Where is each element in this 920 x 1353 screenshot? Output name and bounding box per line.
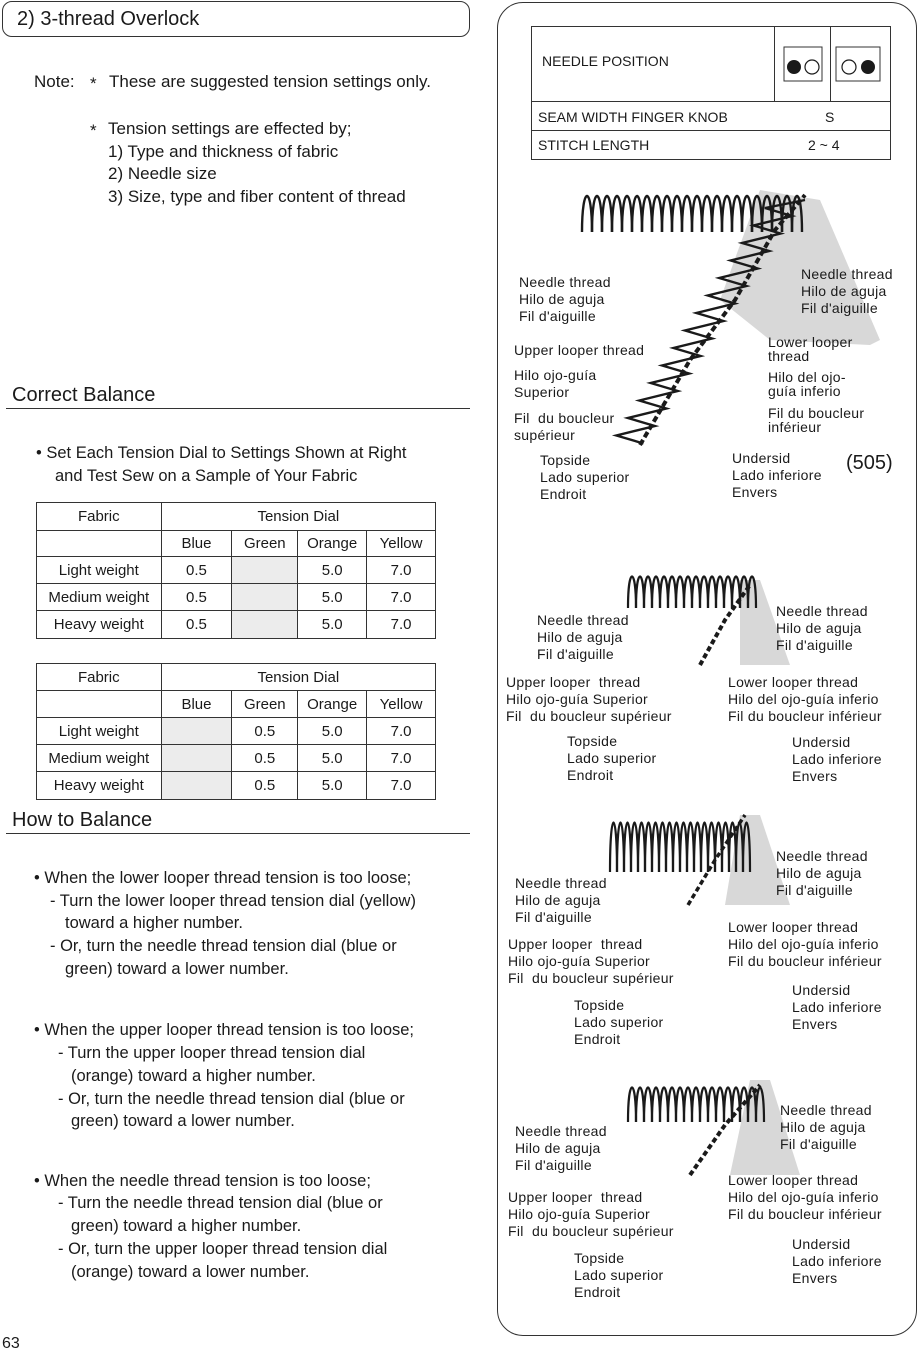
fabric-header: Fabric: [37, 503, 162, 531]
fabric-header: Fabric: [37, 664, 162, 691]
needle-thread-label-right: Needle thread Hilo de aguja Fil d'aiguille: [776, 603, 868, 653]
fabric-name: Heavy weight: [37, 611, 162, 639]
stitch-code: (505): [846, 452, 893, 474]
needle-thread-label-left: Needle thread Hilo de aguja Fil d'aiguille: [515, 1123, 607, 1173]
lower-looper-es: Hilo del ojo- guía inferio: [768, 369, 846, 399]
underside-label: Undersid Lado inferiore Envers: [732, 450, 822, 500]
fabric-name: Medium weight: [37, 745, 162, 772]
page-number: 63: [2, 1335, 20, 1352]
note-star: *: [90, 74, 97, 93]
lower-looper-label: Lower looper thread Hilo del ojo-guía inferio Fil du boucleur inférieur: [728, 1172, 882, 1222]
value-cell: 5.0: [298, 611, 367, 639]
upper-looper-label: Upper looper thread Hilo ojo-guía Superior Fil du boucleur supérieur: [508, 1189, 674, 1239]
note-suggested: These are suggested tension settings only.: [109, 72, 431, 91]
correct-balance-heading: Correct Balance: [12, 384, 156, 406]
topside-label: Topside Lado superior Endroit: [574, 997, 664, 1047]
upper-looper-fr: Fil du boucleur supérieur: [514, 410, 615, 443]
upper-loose-1: • When the upper looper thread tension is too loose;: [34, 1021, 415, 1039]
seam-width-value: S: [825, 109, 835, 125]
value-cell: 0.5: [161, 557, 232, 584]
stitch-diagram-2: [628, 577, 790, 666]
needle-thread-label-right: Needle thread Hilo de aguja Fil d'aiguille: [801, 266, 893, 316]
note-affected: Tension settings are effected by;: [108, 119, 352, 138]
stitch-length-value: 2 ~ 4: [808, 137, 840, 153]
note-prefix: Note:: [34, 72, 75, 91]
stitch-diagram-3: [610, 815, 790, 905]
page-title: 2) 3-thread Overlock: [17, 8, 200, 30]
lower-loose-3: toward a higher number.: [65, 914, 243, 932]
needle-loose-5: (orange) toward a lower number.: [71, 1263, 310, 1281]
fabric-name: Heavy weight: [37, 772, 162, 800]
value-cell: 5.0: [298, 745, 367, 772]
needle-thread-label-right: Needle thread Hilo de aguja Fil d'aiguille: [780, 1102, 872, 1152]
lower-looper-label: Lower looper thread Hilo del ojo-guía inferio Fil du boucleur inférieur: [728, 674, 882, 724]
upper-loose-4: - Or, turn the needle thread tension dial (blue or: [58, 1090, 405, 1108]
value-cell: 5.0: [298, 772, 367, 800]
value-cell: 7.0: [367, 557, 436, 584]
needle-thread-label-left: Needle thread Hilo de aguja Fil d'aiguille: [537, 612, 629, 662]
upper-loose-5: green) toward a lower number.: [71, 1112, 295, 1130]
value-cell: 7.0: [367, 772, 436, 800]
value-cell: 0.5: [161, 611, 232, 639]
value-cell: 7.0: [367, 584, 436, 611]
underside-label: Undersid Lado inferiore Envers: [792, 982, 882, 1032]
stitch-diagram-4: [628, 1080, 800, 1175]
underside-label: Undersid Lado inferiore Envers: [792, 1236, 882, 1286]
note-factor-1: 1) Type and thickness of fabric: [108, 142, 339, 161]
lower-looper-label: Lower looper thread: [768, 334, 853, 364]
value-cell: 5.0: [298, 718, 367, 745]
note-factor-3: 3) Size, type and fiber content of thread: [108, 187, 406, 206]
upper-loose-2: - Turn the upper looper thread tension dial: [58, 1044, 366, 1062]
balance-instruction-1: • Set Each Tension Dial to Settings Shown at Right: [36, 444, 407, 462]
upper-loose-3: (orange) toward a higher number.: [71, 1067, 316, 1085]
col-orange: Orange: [298, 531, 367, 557]
value-cell: 7.0: [367, 611, 436, 639]
topside-label: Topside Lado superior Endroit: [574, 1250, 664, 1300]
upper-looper-es: Hilo ojo-guía Superior: [514, 367, 597, 400]
needle-loose-4: - Or, turn the upper looper thread tension dial: [58, 1240, 388, 1258]
col-orange: Orange: [298, 691, 367, 718]
upper-looper-label: Upper looper thread Hilo ojo-guía Superior Fil du boucleur supérieur: [508, 936, 674, 986]
needle-position-label: NEEDLE POSITION: [542, 53, 669, 69]
topside-label: Topside Lado superior Endroit: [540, 452, 630, 502]
col-yellow: Yellow: [367, 531, 436, 557]
topside-label: Topside Lado superior Endroit: [567, 733, 657, 783]
needle-thread-label-right: Needle thread Hilo de aguja Fil d'aiguille: [776, 848, 868, 898]
underside-label: Undersid Lado inferiore Envers: [792, 734, 882, 784]
needle-loose-3: green) toward a higher number.: [71, 1217, 302, 1235]
col-green: Green: [232, 691, 298, 718]
lower-loose-5: green) toward a lower number.: [65, 960, 289, 978]
col-blue: Blue: [161, 531, 232, 557]
needle-thread-label-left: Needle thread Hilo de aguja Fil d'aiguille: [515, 875, 607, 925]
how-to-balance-heading: How to Balance: [12, 809, 153, 831]
fabric-name: Light weight: [37, 718, 162, 745]
needle-thread-label-left: Needle thread Hilo de aguja Fil d'aiguille: [519, 274, 611, 324]
stitch-length-label: STITCH LENGTH: [538, 137, 650, 153]
value-cell: 5.0: [298, 584, 367, 611]
upper-looper-label: Upper looper thread Hilo ojo-guía Superior Fil du boucleur supérieur: [506, 674, 672, 724]
lower-loose-4: - Or, turn the needle thread tension dial (blue or: [50, 937, 397, 955]
col-green: Green: [232, 531, 298, 557]
col-blue: Blue: [161, 691, 232, 718]
note-factor-2: 2) Needle size: [108, 164, 217, 183]
needle-loose-2: - Turn the needle thread tension dial (blue or: [58, 1194, 383, 1212]
lower-looper-fr: Fil du boucleur inférieur: [768, 405, 865, 435]
tension-dial-header: Tension Dial: [161, 664, 435, 691]
value-cell: 0.5: [232, 745, 298, 772]
lower-loose-1: • When the lower looper thread tension is too loose;: [34, 869, 412, 887]
value-cell: 0.5: [161, 584, 232, 611]
note-star-2: *: [90, 121, 97, 140]
value-cell: 7.0: [367, 718, 436, 745]
needle-loose-1: • When the needle thread tension is too loose;: [34, 1172, 371, 1190]
value-cell: 5.0: [298, 557, 367, 584]
upper-looper-label: Upper looper thread: [514, 342, 645, 358]
lower-looper-label: Lower looper thread Hilo del ojo-guía inferio Fil du boucleur inférieur: [728, 919, 882, 969]
balance-instruction-2: and Test Sew on a Sample of Your Fabric: [55, 467, 358, 485]
seam-width-label: SEAM WIDTH FINGER KNOB: [538, 109, 728, 125]
fabric-name: Light weight: [37, 557, 162, 584]
tension-dial-header: Tension Dial: [161, 503, 435, 531]
col-yellow: Yellow: [367, 691, 436, 718]
lower-loose-2: - Turn the lower looper thread tension dial (yellow): [50, 892, 416, 910]
value-cell: 0.5: [232, 718, 298, 745]
value-cell: 7.0: [367, 745, 436, 772]
fabric-name: Medium weight: [37, 584, 162, 611]
value-cell: 0.5: [232, 772, 298, 800]
